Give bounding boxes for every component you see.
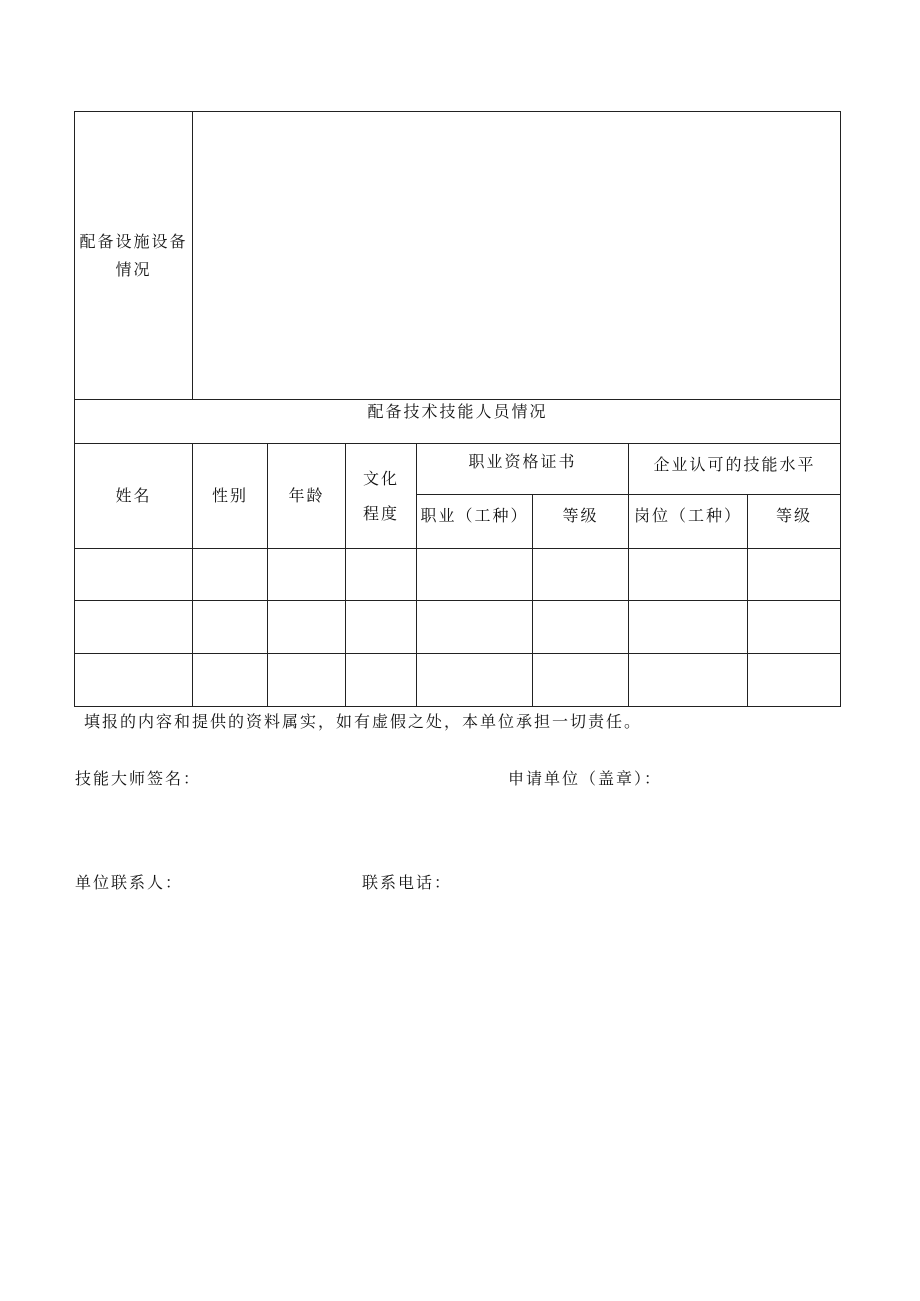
- col-header-education-line2: 程度: [362, 504, 399, 523]
- col-header-education: [346, 444, 416, 548]
- contact-phone-label: 联系电话：: [362, 873, 453, 892]
- col-header-enterprise-skill: 企业认可的技能水平: [653, 455, 816, 474]
- unit-seal-label: 申请单位（盖章）：: [508, 769, 663, 788]
- col-header-skill-grade: 等级: [775, 506, 812, 525]
- col-header-name: 姓名: [115, 486, 152, 505]
- contact-person-label: 单位联系人：: [75, 873, 184, 892]
- facilities-content-field[interactable]: [193, 112, 840, 399]
- col-header-age: 年龄: [288, 486, 325, 505]
- table-row: [75, 601, 840, 653]
- master-signature-label: 技能大师签名：: [75, 769, 202, 788]
- col-header-qualification-cert: 职业资格证书: [468, 452, 577, 471]
- personnel-section-title: 配备技术技能人员情况: [367, 402, 548, 421]
- facilities-label-line1: 配备设施设备: [79, 231, 188, 251]
- col-header-occupation: 职业（工种）: [420, 506, 529, 525]
- col-header-position: 岗位（工种）: [633, 506, 742, 525]
- declaration-text: 填报的内容和提供的资料属实，如有虚假之处，本单位承担一切责任。: [84, 712, 643, 731]
- table-row: [75, 654, 840, 706]
- col-header-cert-grade: 等级: [562, 506, 599, 525]
- table-row: [75, 549, 840, 600]
- facilities-label: [75, 112, 192, 399]
- col-header-gender: 性别: [211, 486, 248, 505]
- col-header-education-line1: 文化: [362, 468, 399, 488]
- facilities-label-line2: 情况: [115, 259, 152, 279]
